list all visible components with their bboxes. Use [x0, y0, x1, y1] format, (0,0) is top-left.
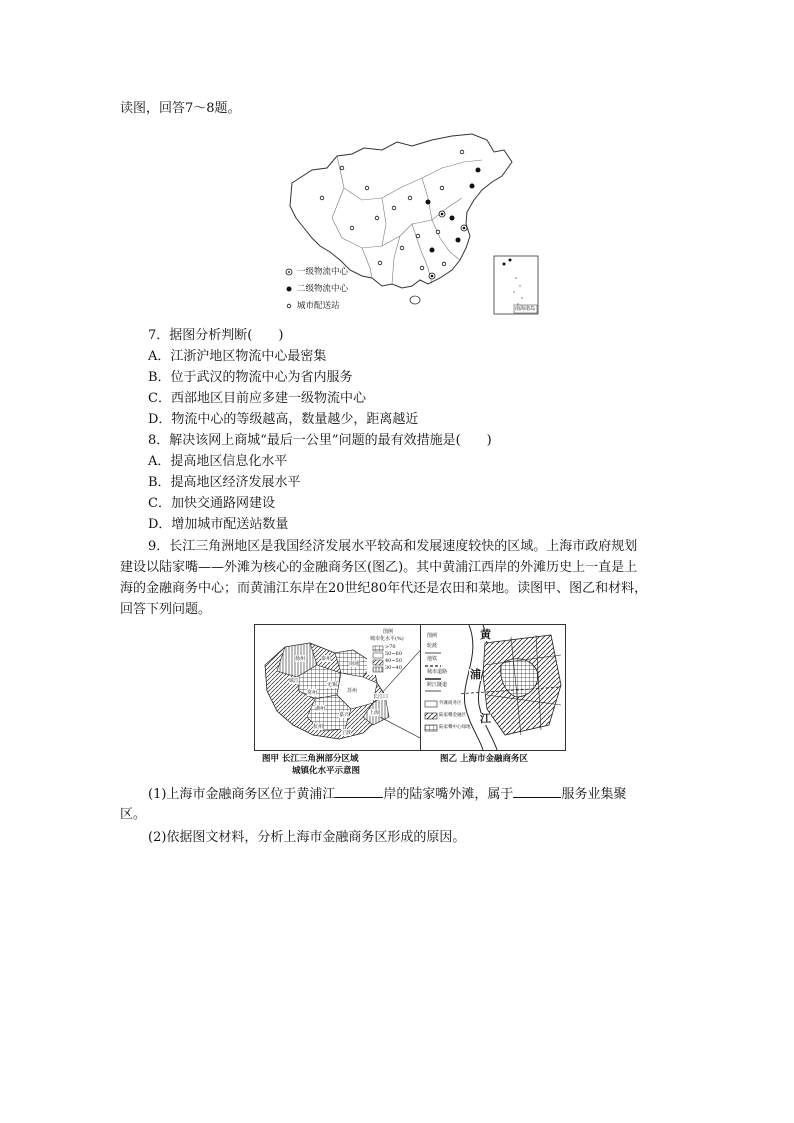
fig-a-legend-item: 50~60	[385, 651, 402, 657]
q9-line-4: 回答下列问题。	[120, 602, 212, 617]
fig-b-legend-item: 陆家嘴金融区	[439, 713, 466, 718]
map-legend-level2: 二级物流中心	[297, 284, 349, 294]
q8-stem: 8．解决该网上商城“最后一公里”问题的最有效措施是( )	[148, 433, 492, 448]
q9-line-2: 建设以陆家嘴——外滩为核心的金融商务区(图乙)。其中黄浦江西岸的外滩历史上一直是上	[120, 560, 638, 575]
fig-a-legend-title: 图例	[383, 629, 394, 635]
q7-option-a: A．江浙沪地区物流中心最密集	[148, 349, 327, 364]
fig-b-legend-item: 地铁	[427, 656, 438, 662]
q9-sub1-part-a: (1)上海市金融商务区位于黄浦江	[148, 787, 336, 802]
city-label: 杭州	[313, 724, 324, 730]
fig-b-legend-item: 城市道路	[427, 669, 448, 675]
city-label: 湖州	[315, 706, 326, 712]
city-label: 泰州	[321, 656, 332, 662]
intro-text: 读图，回答7～8题。	[120, 101, 241, 116]
map-legend-level1: 一级物流中心	[297, 267, 349, 277]
figure-a-yangtze-delta-map	[254, 624, 444, 751]
city-label: 上海	[369, 710, 380, 716]
answer-blank-2[interactable]	[513, 785, 561, 798]
q8-option-b: B．提高地区经济发展水平	[148, 475, 301, 490]
fig-a-caption-line2: 城镇化水平示意图	[292, 766, 361, 776]
fig-b-legend-item: 外滩商务区	[439, 701, 462, 706]
city-label: 苏州	[347, 688, 358, 694]
city-label: 嘉兴	[339, 712, 350, 718]
fig-a-caption-line1: 图甲 长江三角洲部分区域	[262, 754, 359, 764]
city-label: 南通	[349, 661, 360, 667]
q9-sub1	[148, 785, 626, 804]
q7-option-b: B．位于武汉的物流中心为省内服务	[148, 370, 353, 385]
fig-b-legend-item: 跨江隧道	[427, 682, 448, 688]
fig-a-legend-item: >70	[385, 644, 396, 650]
q9-sub1-end: 区。	[120, 807, 147, 822]
q7-stem: 7．据图分析判断( )	[148, 328, 284, 343]
city-label: 扬州	[295, 656, 306, 662]
city-label: 无锡	[327, 682, 338, 688]
fig-a-legend-subtitle: 城市化水平(%)	[370, 636, 404, 642]
q9-sub1-part-c: 服务业集聚	[561, 787, 627, 802]
river-label-char: 江	[480, 712, 491, 725]
city-label: 常州	[307, 690, 318, 696]
fig-b-legend-item: 陆家嘴中心绿地	[439, 725, 471, 730]
fig-a-legend-item: 30~40	[385, 665, 402, 671]
q7-option-d: D．物流中心的等级越高，数量越少，距离越近	[148, 412, 419, 427]
map-legend-station: 城市配送站	[297, 301, 340, 311]
city-label: 宁波	[341, 730, 352, 736]
q7-option-c: C．西部地区目前应多建一级物流中心	[148, 391, 366, 406]
figure-b-shanghai-district-map	[420, 624, 566, 751]
fig-b-caption: 图乙 上海市金融商务区	[440, 754, 528, 764]
river-label-char: 浦	[470, 668, 481, 681]
q8-option-d: D．增加城市配送站数量	[148, 517, 289, 532]
q9-line-1: 9．长江三角洲地区是我国经济发展水平较高和发展速度较快的区域。上海市政府规划	[148, 539, 638, 554]
map-inset-label: 南海诸岛	[515, 306, 536, 312]
q9-sub2: (2)依据图文材料，分析上海市金融商务区形成的原因。	[148, 830, 466, 845]
q9-line-3: 海的金融商务中心；而黄浦江东岸在20世纪80年代还是农田和菜地。读图甲、图乙和材料，	[120, 581, 648, 596]
fig-a-legend-item: 40~50	[385, 658, 402, 664]
answer-blank-1[interactable]	[335, 785, 383, 798]
city-label: 长江口	[373, 694, 389, 700]
q9-sub1-part-b: 岸的陆家嘴外滩，属于	[383, 787, 514, 802]
q8-option-c: C．加快交通路网建设	[148, 496, 275, 511]
fig-b-legend-title: 图例	[427, 633, 438, 639]
fig-b-legend-item: 轮渡	[427, 643, 438, 649]
city-label: 镇江	[289, 678, 300, 684]
river-label-char: 黄	[480, 628, 491, 641]
china-logistics-map	[282, 128, 547, 318]
q8-option-a: A．提高地区信息化水平	[148, 454, 288, 469]
